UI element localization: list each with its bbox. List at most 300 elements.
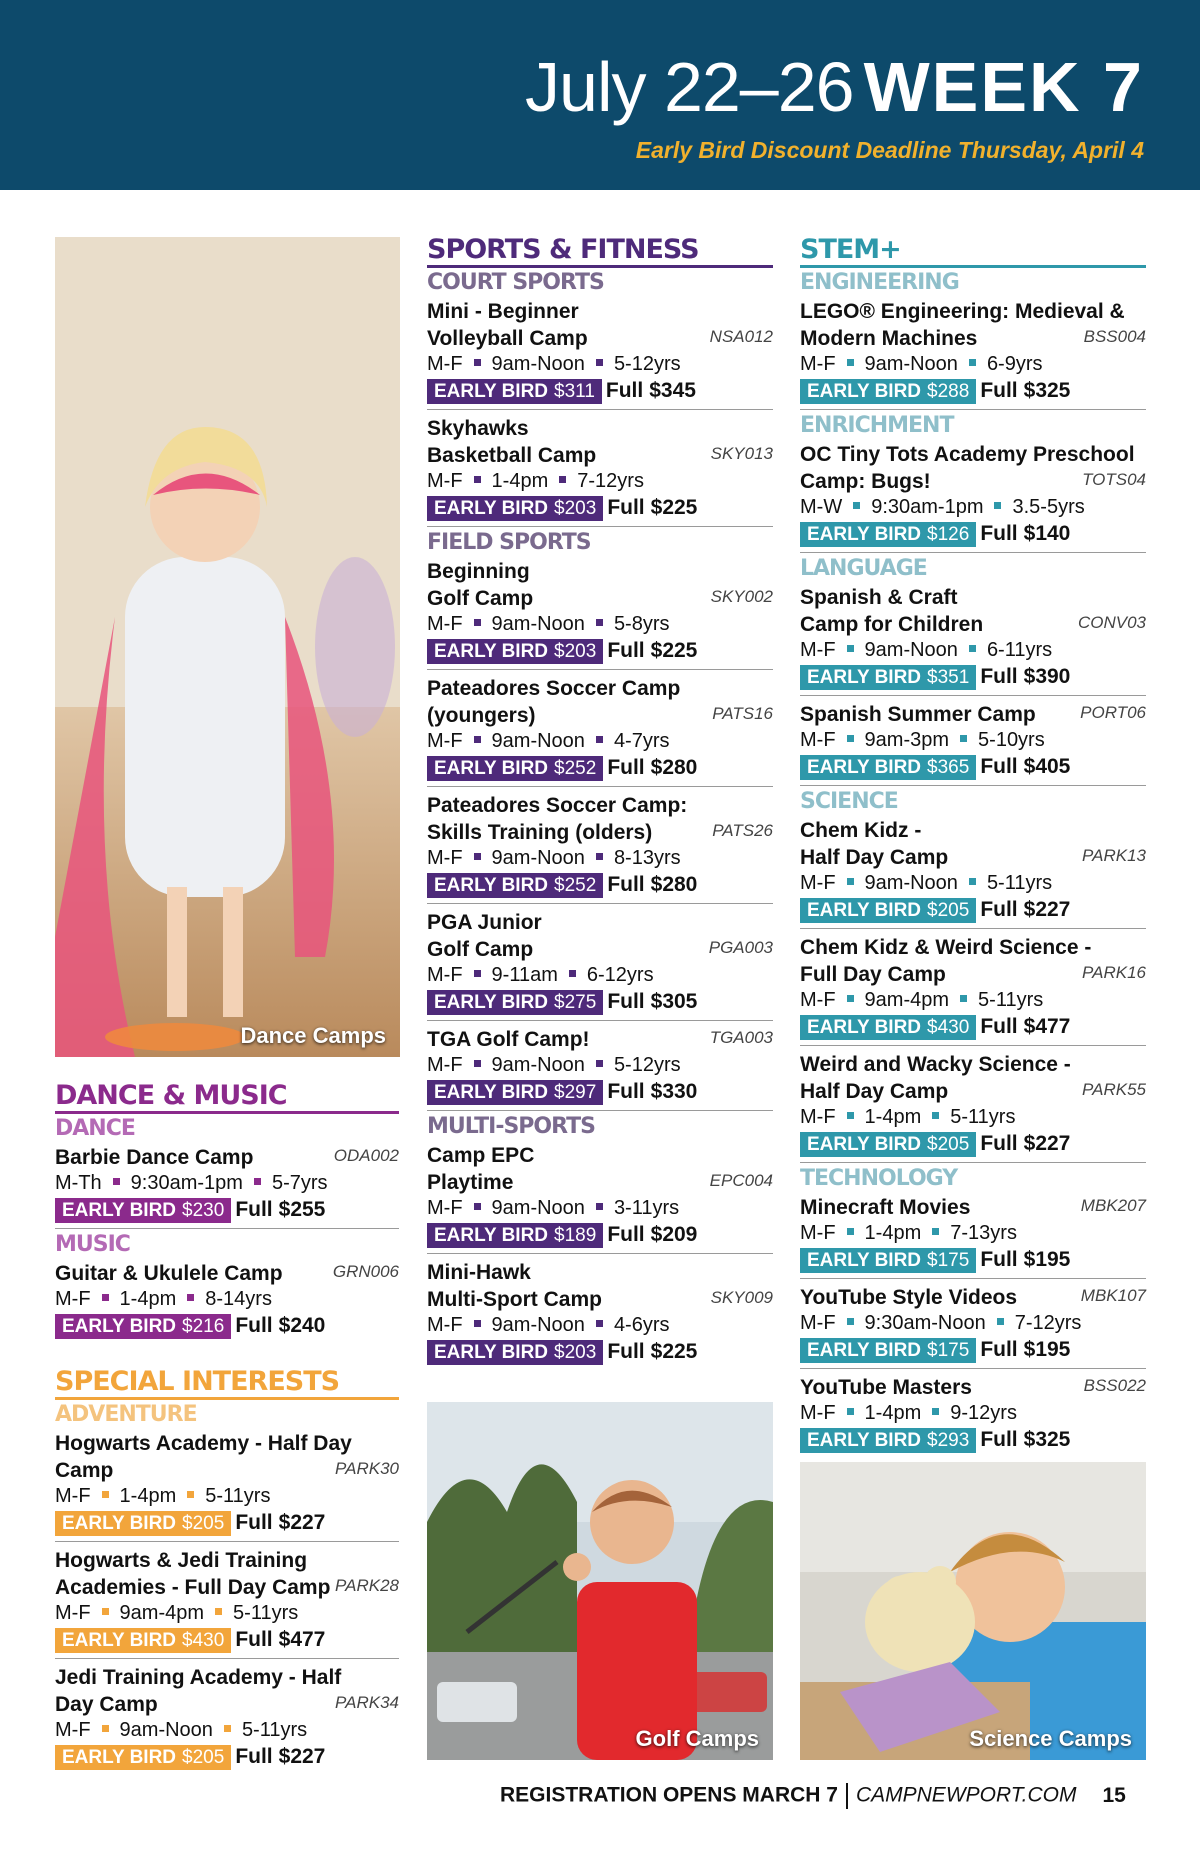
schedule-ages: 5-11yrs — [233, 1602, 299, 1624]
schedule-time: 1-4pm — [864, 1106, 922, 1128]
early-bird-price: $252 — [554, 758, 597, 779]
camp-name-line: Weird and Wacky Science - — [800, 1053, 1071, 1076]
camp-name-line: Jedi Training Academy - Half — [55, 1666, 342, 1689]
camp-listing — [427, 1026, 773, 1111]
full-price — [980, 665, 1070, 688]
camp-listing — [800, 934, 1146, 1046]
camp-listing — [427, 415, 773, 527]
bullet-icon — [847, 1408, 854, 1415]
category-heading: ENRICHMENT — [800, 413, 954, 438]
course-code: BSS004 — [1083, 327, 1146, 346]
camp-listing — [55, 1664, 399, 1775]
schedule-ages: 8-14yrs — [205, 1288, 272, 1310]
page-footer — [500, 1783, 1126, 1809]
schedule-ages: 3.5-5yrs — [1012, 496, 1085, 518]
camp-name-line: (youngers) — [427, 704, 536, 727]
full-label: Full — [980, 755, 1018, 778]
camp-name-line: Skills Training (olders) — [427, 821, 653, 844]
schedule-ages: 8-13yrs — [613, 847, 681, 869]
camp-name-line: YouTube Masters — [800, 1376, 972, 1399]
early-bird-label: EARLY BIRD — [434, 992, 549, 1013]
bullet-icon — [102, 1608, 109, 1615]
bullet-icon — [474, 1320, 481, 1327]
camp-schedule — [800, 352, 1146, 377]
camp-listing — [800, 298, 1146, 410]
schedule-days: M-Th — [55, 1172, 102, 1194]
bullet-icon — [997, 1318, 1004, 1325]
schedule-ages: 7-12yrs — [1014, 1312, 1082, 1334]
full-label: Full — [607, 639, 645, 662]
camp-name-line: YouTube Style Videos — [800, 1286, 1018, 1309]
bullet-icon — [596, 853, 603, 860]
schedule-days: M-F — [427, 1314, 463, 1336]
course-code: NSA012 — [709, 327, 773, 346]
early-bird-price: $216 — [182, 1316, 225, 1337]
schedule-time: 9:30am-Noon — [864, 1312, 986, 1334]
golf-camps-photo — [427, 1402, 773, 1760]
early-bird-label: EARLY BIRD — [807, 1134, 922, 1155]
course-code: CONV03 — [1077, 613, 1146, 632]
full-price — [607, 1223, 697, 1246]
camp-name-line: Hogwarts Academy - Half Day — [55, 1432, 352, 1455]
schedule-time: 9am-Noon — [864, 353, 958, 375]
schedule-time: 9am-4pm — [864, 989, 950, 1011]
full-price — [235, 1314, 325, 1337]
camp-listing — [427, 1259, 773, 1370]
camp-name — [55, 1430, 399, 1484]
section-title: DANCE & MUSIC — [55, 1082, 399, 1114]
early-bird-price: $175 — [927, 1250, 970, 1271]
camp-pricing — [800, 664, 1146, 690]
early-bird-price: $430 — [182, 1630, 225, 1651]
bullet-icon — [224, 1725, 231, 1732]
camp-listing — [800, 701, 1146, 786]
early-bird-label: EARLY BIRD — [807, 900, 922, 921]
schedule-ages: 5-11yrs — [986, 872, 1053, 894]
girl-dancer-photo-icon — [55, 237, 400, 1057]
camp-name-line: Full Day Camp — [800, 963, 946, 986]
camp-schedule — [55, 1718, 399, 1743]
early-bird-price: $297 — [554, 1082, 597, 1103]
bullet-icon — [596, 1060, 603, 1067]
full-price-value: $280 — [650, 756, 698, 779]
course-code: PARK34 — [335, 1693, 399, 1712]
early-bird-price-badge — [427, 1223, 603, 1248]
course-code: SKY002 — [710, 587, 773, 606]
schedule-time: 1-4pm — [864, 1402, 922, 1424]
camp-name-line: Camp: Bugs! — [800, 470, 931, 493]
early-bird-price-badge — [800, 1132, 976, 1157]
early-bird-price-badge — [800, 898, 976, 923]
bullet-icon — [847, 1228, 854, 1235]
camp-schedule — [427, 963, 773, 988]
camp-pricing — [55, 1313, 399, 1339]
camp-name — [427, 1259, 773, 1313]
full-price — [980, 1015, 1070, 1038]
bullet-icon — [559, 476, 566, 483]
full-label: Full — [980, 1428, 1018, 1451]
early-bird-label: EARLY BIRD — [434, 381, 549, 402]
early-bird-label: EARLY BIRD — [62, 1630, 177, 1651]
schedule-ages: 7-12yrs — [577, 470, 644, 492]
early-bird-price-badge — [800, 665, 976, 690]
camp-name-line: Golf Camp — [427, 938, 534, 961]
full-price-value: $195 — [1023, 1248, 1071, 1271]
bullet-icon — [215, 1608, 222, 1615]
early-bird-price-badge — [427, 990, 603, 1015]
camp-listing — [55, 1547, 399, 1659]
full-price — [607, 1080, 697, 1103]
full-price-value: $280 — [650, 873, 698, 896]
camp-name-line: PGA Junior — [427, 911, 542, 934]
full-price-value: $390 — [1023, 665, 1071, 688]
camp-pricing — [427, 495, 773, 521]
bullet-icon — [474, 1203, 481, 1210]
early-bird-price: $203 — [554, 641, 597, 662]
camp-name-line: Beginning — [427, 560, 530, 583]
bullet-icon — [474, 619, 481, 626]
early-bird-price-badge — [800, 1015, 976, 1040]
camp-pricing — [427, 638, 773, 664]
early-bird-price-badge — [427, 873, 603, 898]
camp-name — [800, 584, 1146, 638]
early-bird-label: EARLY BIRD — [807, 1430, 922, 1451]
early-bird-price-badge — [55, 1745, 231, 1770]
camp-schedule — [800, 638, 1146, 663]
schedule-days: M-F — [800, 1222, 836, 1244]
boy-golfer-photo-icon — [427, 1402, 773, 1760]
boy-science-photo-icon — [800, 1462, 1146, 1760]
early-bird-price: $205 — [927, 1134, 970, 1155]
full-price — [235, 1511, 325, 1534]
camp-name — [800, 701, 1146, 728]
camp-schedule — [55, 1171, 399, 1196]
full-price — [607, 639, 697, 662]
early-bird-price: $275 — [554, 992, 597, 1013]
camp-schedule — [800, 1311, 1146, 1336]
camp-name-line: Guitar & Ukulele Camp — [55, 1262, 283, 1285]
photo-caption: Golf Camps — [635, 1726, 759, 1751]
schedule-time: 9am-Noon — [864, 639, 958, 661]
bullet-icon — [969, 878, 976, 885]
early-bird-price: $252 — [554, 875, 597, 896]
schedule-time: 9am-Noon — [491, 1054, 585, 1076]
early-bird-price: $203 — [554, 498, 597, 519]
bullet-icon — [474, 359, 481, 366]
camp-name — [427, 558, 773, 612]
early-bird-price: $203 — [554, 1342, 597, 1363]
full-price — [980, 1338, 1070, 1361]
camp-listing — [427, 558, 773, 670]
bullet-icon — [102, 1294, 109, 1301]
camp-listing — [800, 1051, 1146, 1163]
camp-pricing — [427, 1222, 773, 1248]
camp-schedule — [427, 352, 773, 377]
camp-name — [427, 415, 773, 469]
camp-pricing — [55, 1510, 399, 1536]
camp-name-line: Golf Camp — [427, 587, 534, 610]
camp-pricing — [427, 989, 773, 1015]
early-bird-price-badge — [55, 1314, 231, 1339]
section-title: SPORTS & FITNESS — [427, 236, 773, 268]
early-bird-price-badge — [800, 1338, 976, 1363]
camp-name-line: Chem Kidz - — [800, 819, 922, 842]
bullet-icon — [969, 645, 976, 652]
page-number: 15 — [1102, 1783, 1126, 1807]
course-code: PGA003 — [708, 938, 773, 957]
early-bird-price-badge — [55, 1511, 231, 1536]
schedule-ages: 4-6yrs — [613, 1314, 670, 1336]
bullet-icon — [847, 1318, 854, 1325]
sports-groups — [427, 272, 773, 1370]
full-price-value: $330 — [650, 1080, 698, 1103]
schedule-ages: 5-12yrs — [613, 353, 681, 375]
early-bird-price-badge — [800, 522, 976, 547]
full-price — [235, 1628, 325, 1651]
full-price-value: $225 — [650, 1340, 698, 1363]
early-bird-label: EARLY BIRD — [807, 667, 922, 688]
camp-listing — [800, 1284, 1146, 1369]
full-label: Full — [235, 1198, 273, 1221]
full-label: Full — [607, 756, 645, 779]
course-code: PATS26 — [712, 821, 773, 840]
camp-name — [800, 298, 1146, 352]
category-heading: TECHNOLOGY — [800, 1166, 958, 1191]
camp-listing — [427, 1142, 773, 1254]
early-bird-price: $205 — [927, 900, 970, 921]
schedule-time: 9am-Noon — [491, 353, 585, 375]
schedule-ages: 9-12yrs — [950, 1402, 1017, 1424]
schedule-days: M-F — [427, 470, 463, 492]
special-groups — [55, 1404, 399, 1775]
bullet-icon — [113, 1178, 120, 1185]
schedule-days: M-F — [800, 1402, 836, 1424]
full-price — [980, 755, 1070, 778]
camp-name-line: Minecraft Movies — [800, 1196, 971, 1219]
full-price-value: $405 — [1023, 755, 1071, 778]
early-bird-label: EARLY BIRD — [434, 641, 549, 662]
bullet-icon — [847, 645, 854, 652]
camp-name-line: Spanish & Craft — [800, 586, 958, 609]
camp-name — [800, 441, 1146, 495]
section-title: STEM+ — [800, 236, 1146, 268]
bullet-icon — [960, 735, 967, 742]
course-code: SKY013 — [710, 444, 773, 463]
camp-pricing — [800, 378, 1146, 404]
camp-pricing — [800, 754, 1146, 780]
camp-name — [427, 792, 773, 846]
bullet-icon — [187, 1491, 194, 1498]
registration-notice: REGISTRATION OPENS MARCH 7 — [500, 1783, 838, 1807]
full-price-value: $209 — [650, 1223, 698, 1246]
schedule-time: 9am-Noon — [491, 613, 585, 635]
schedule-ages: 4-7yrs — [613, 730, 670, 752]
camp-name — [800, 1194, 1146, 1221]
schedule-time: 1-4pm — [119, 1485, 177, 1507]
camp-name — [427, 1026, 773, 1053]
camp-name-line: Hogwarts & Jedi Training — [55, 1549, 308, 1572]
early-bird-price: $311 — [554, 381, 595, 402]
course-code: MBK207 — [1080, 1196, 1146, 1215]
early-bird-price-badge — [800, 755, 976, 780]
course-code: ODA002 — [333, 1146, 399, 1165]
full-price-value: $140 — [1023, 522, 1071, 545]
schedule-days: M-F — [427, 353, 463, 375]
schedule-time: 1-4pm — [864, 1222, 922, 1244]
early-bird-price: $126 — [927, 524, 970, 545]
bullet-icon — [474, 476, 481, 483]
camp-pricing — [800, 1427, 1146, 1453]
bullet-icon — [569, 970, 576, 977]
early-bird-label: EARLY BIRD — [62, 1513, 177, 1534]
dance-music-section — [55, 1082, 399, 1344]
schedule-ages: 6-9yrs — [986, 353, 1043, 375]
full-label: Full — [605, 379, 644, 402]
early-bird-price: $230 — [182, 1200, 225, 1221]
early-bird-price: $293 — [927, 1430, 970, 1451]
category-heading: MUSIC — [55, 1232, 130, 1257]
early-bird-label: EARLY BIRD — [807, 757, 922, 778]
early-bird-price: $205 — [182, 1513, 225, 1534]
full-price-value: $227 — [1023, 1132, 1071, 1155]
full-label: Full — [235, 1314, 273, 1337]
camp-name-line: Volleyball Camp — [427, 327, 588, 350]
schedule-days: M-F — [427, 847, 463, 869]
course-code: PATS16 — [712, 704, 773, 723]
full-price-value: $255 — [278, 1198, 326, 1221]
full-label: Full — [980, 379, 1018, 402]
schedule-days: M-F — [800, 353, 836, 375]
full-label: Full — [235, 1745, 273, 1768]
camp-schedule — [427, 1196, 773, 1221]
camp-name — [427, 675, 773, 729]
camp-listing — [427, 909, 773, 1021]
camp-listing — [800, 1194, 1146, 1279]
camp-name-line: Basketball Camp — [427, 444, 597, 467]
full-price — [607, 990, 697, 1013]
full-price-value: $345 — [649, 379, 696, 402]
full-price-value: $225 — [650, 496, 698, 519]
camp-pricing — [800, 1131, 1146, 1157]
schedule-days: M-F — [800, 639, 836, 661]
early-bird-label: EARLY BIRD — [434, 1225, 549, 1246]
early-bird-price-badge — [427, 379, 602, 404]
camp-pricing — [800, 897, 1146, 923]
camp-listing — [427, 675, 773, 787]
camp-name-line: Playtime — [427, 1171, 514, 1194]
full-price-value: $477 — [278, 1628, 326, 1651]
bullet-icon — [596, 619, 603, 626]
full-label: Full — [980, 1338, 1018, 1361]
early-bird-label: EARLY BIRD — [807, 381, 922, 402]
stem-groups — [800, 272, 1146, 1458]
course-code: PARK16 — [1082, 963, 1146, 982]
photo-caption: Dance Camps — [240, 1023, 386, 1048]
camp-listing — [800, 817, 1146, 929]
course-code: SKY009 — [710, 1288, 773, 1307]
schedule-days: M-F — [800, 1312, 836, 1334]
camp-listing — [800, 584, 1146, 696]
camp-name-line: Pateadores Soccer Camp — [427, 677, 681, 700]
course-code: EPC004 — [709, 1171, 773, 1190]
full-price — [235, 1745, 325, 1768]
bullet-icon — [960, 995, 967, 1002]
full-label: Full — [235, 1511, 273, 1534]
bullet-icon — [932, 1408, 939, 1415]
category-heading: MULTI-SPORTS — [427, 1114, 595, 1139]
full-label: Full — [980, 1248, 1018, 1271]
camp-name — [800, 1284, 1146, 1311]
full-label: Full — [980, 1132, 1018, 1155]
camp-pricing — [800, 1014, 1146, 1040]
schedule-time: 9am-Noon — [864, 872, 958, 894]
camp-schedule — [427, 1313, 773, 1338]
early-bird-price: $351 — [927, 667, 970, 688]
full-label: Full — [607, 1223, 645, 1246]
camp-name-line: Camp EPC — [427, 1144, 535, 1167]
schedule-days: M-F — [55, 1485, 91, 1507]
camp-name — [800, 817, 1146, 871]
early-bird-price: $430 — [927, 1017, 970, 1038]
bullet-icon — [932, 1228, 939, 1235]
camp-name — [427, 909, 773, 963]
camp-name-line: Day Camp — [55, 1693, 158, 1716]
full-price — [980, 1428, 1070, 1451]
course-code: PARK28 — [335, 1576, 399, 1595]
camp-schedule — [55, 1601, 399, 1626]
bullet-icon — [596, 736, 603, 743]
bullet-icon — [847, 735, 854, 742]
bullet-icon — [932, 1112, 939, 1119]
early-bird-label: EARLY BIRD — [807, 1250, 922, 1271]
schedule-ages: 5-11yrs — [950, 1106, 1016, 1128]
schedule-days: M-F — [427, 730, 463, 752]
camp-schedule — [427, 1053, 773, 1078]
full-price-value: $227 — [278, 1745, 326, 1768]
camp-pricing — [427, 755, 773, 781]
schedule-ages: 5-8yrs — [613, 613, 670, 635]
early-bird-price-badge — [427, 1340, 603, 1365]
schedule-days: M-F — [800, 989, 836, 1011]
website-link[interactable]: CAMPNEWPORT.COM — [855, 1783, 1077, 1807]
camp-name-line: Barbie Dance Camp — [55, 1146, 254, 1169]
bullet-icon — [847, 878, 854, 885]
early-bird-price: $365 — [927, 757, 970, 778]
photo-caption: Science Camps — [969, 1726, 1132, 1751]
schedule-time: 1-4pm — [491, 470, 549, 492]
camp-pricing — [427, 872, 773, 898]
full-price-value: $227 — [1023, 898, 1071, 921]
bullet-icon — [969, 359, 976, 366]
week-number: WEEK 7 — [863, 48, 1144, 126]
camp-name — [55, 1260, 399, 1287]
camp-pricing — [55, 1744, 399, 1770]
camp-name-line: Camp for Children — [800, 613, 984, 636]
schedule-ages: 7-13yrs — [950, 1222, 1017, 1244]
camp-name-line: TGA Golf Camp! — [427, 1028, 590, 1051]
full-label: Full — [607, 1340, 645, 1363]
full-price-value: $325 — [1023, 379, 1071, 402]
camp-name-line: Mini-Hawk — [427, 1261, 531, 1284]
bullet-icon — [847, 359, 854, 366]
course-code: PORT06 — [1080, 703, 1146, 722]
schedule-ages: 5-7yrs — [271, 1172, 328, 1194]
camp-pricing — [427, 378, 773, 404]
left-column — [55, 1082, 399, 1780]
bullet-icon — [853, 502, 860, 509]
full-price — [980, 379, 1070, 402]
section-title: SPECIAL INTERESTS — [55, 1368, 399, 1400]
